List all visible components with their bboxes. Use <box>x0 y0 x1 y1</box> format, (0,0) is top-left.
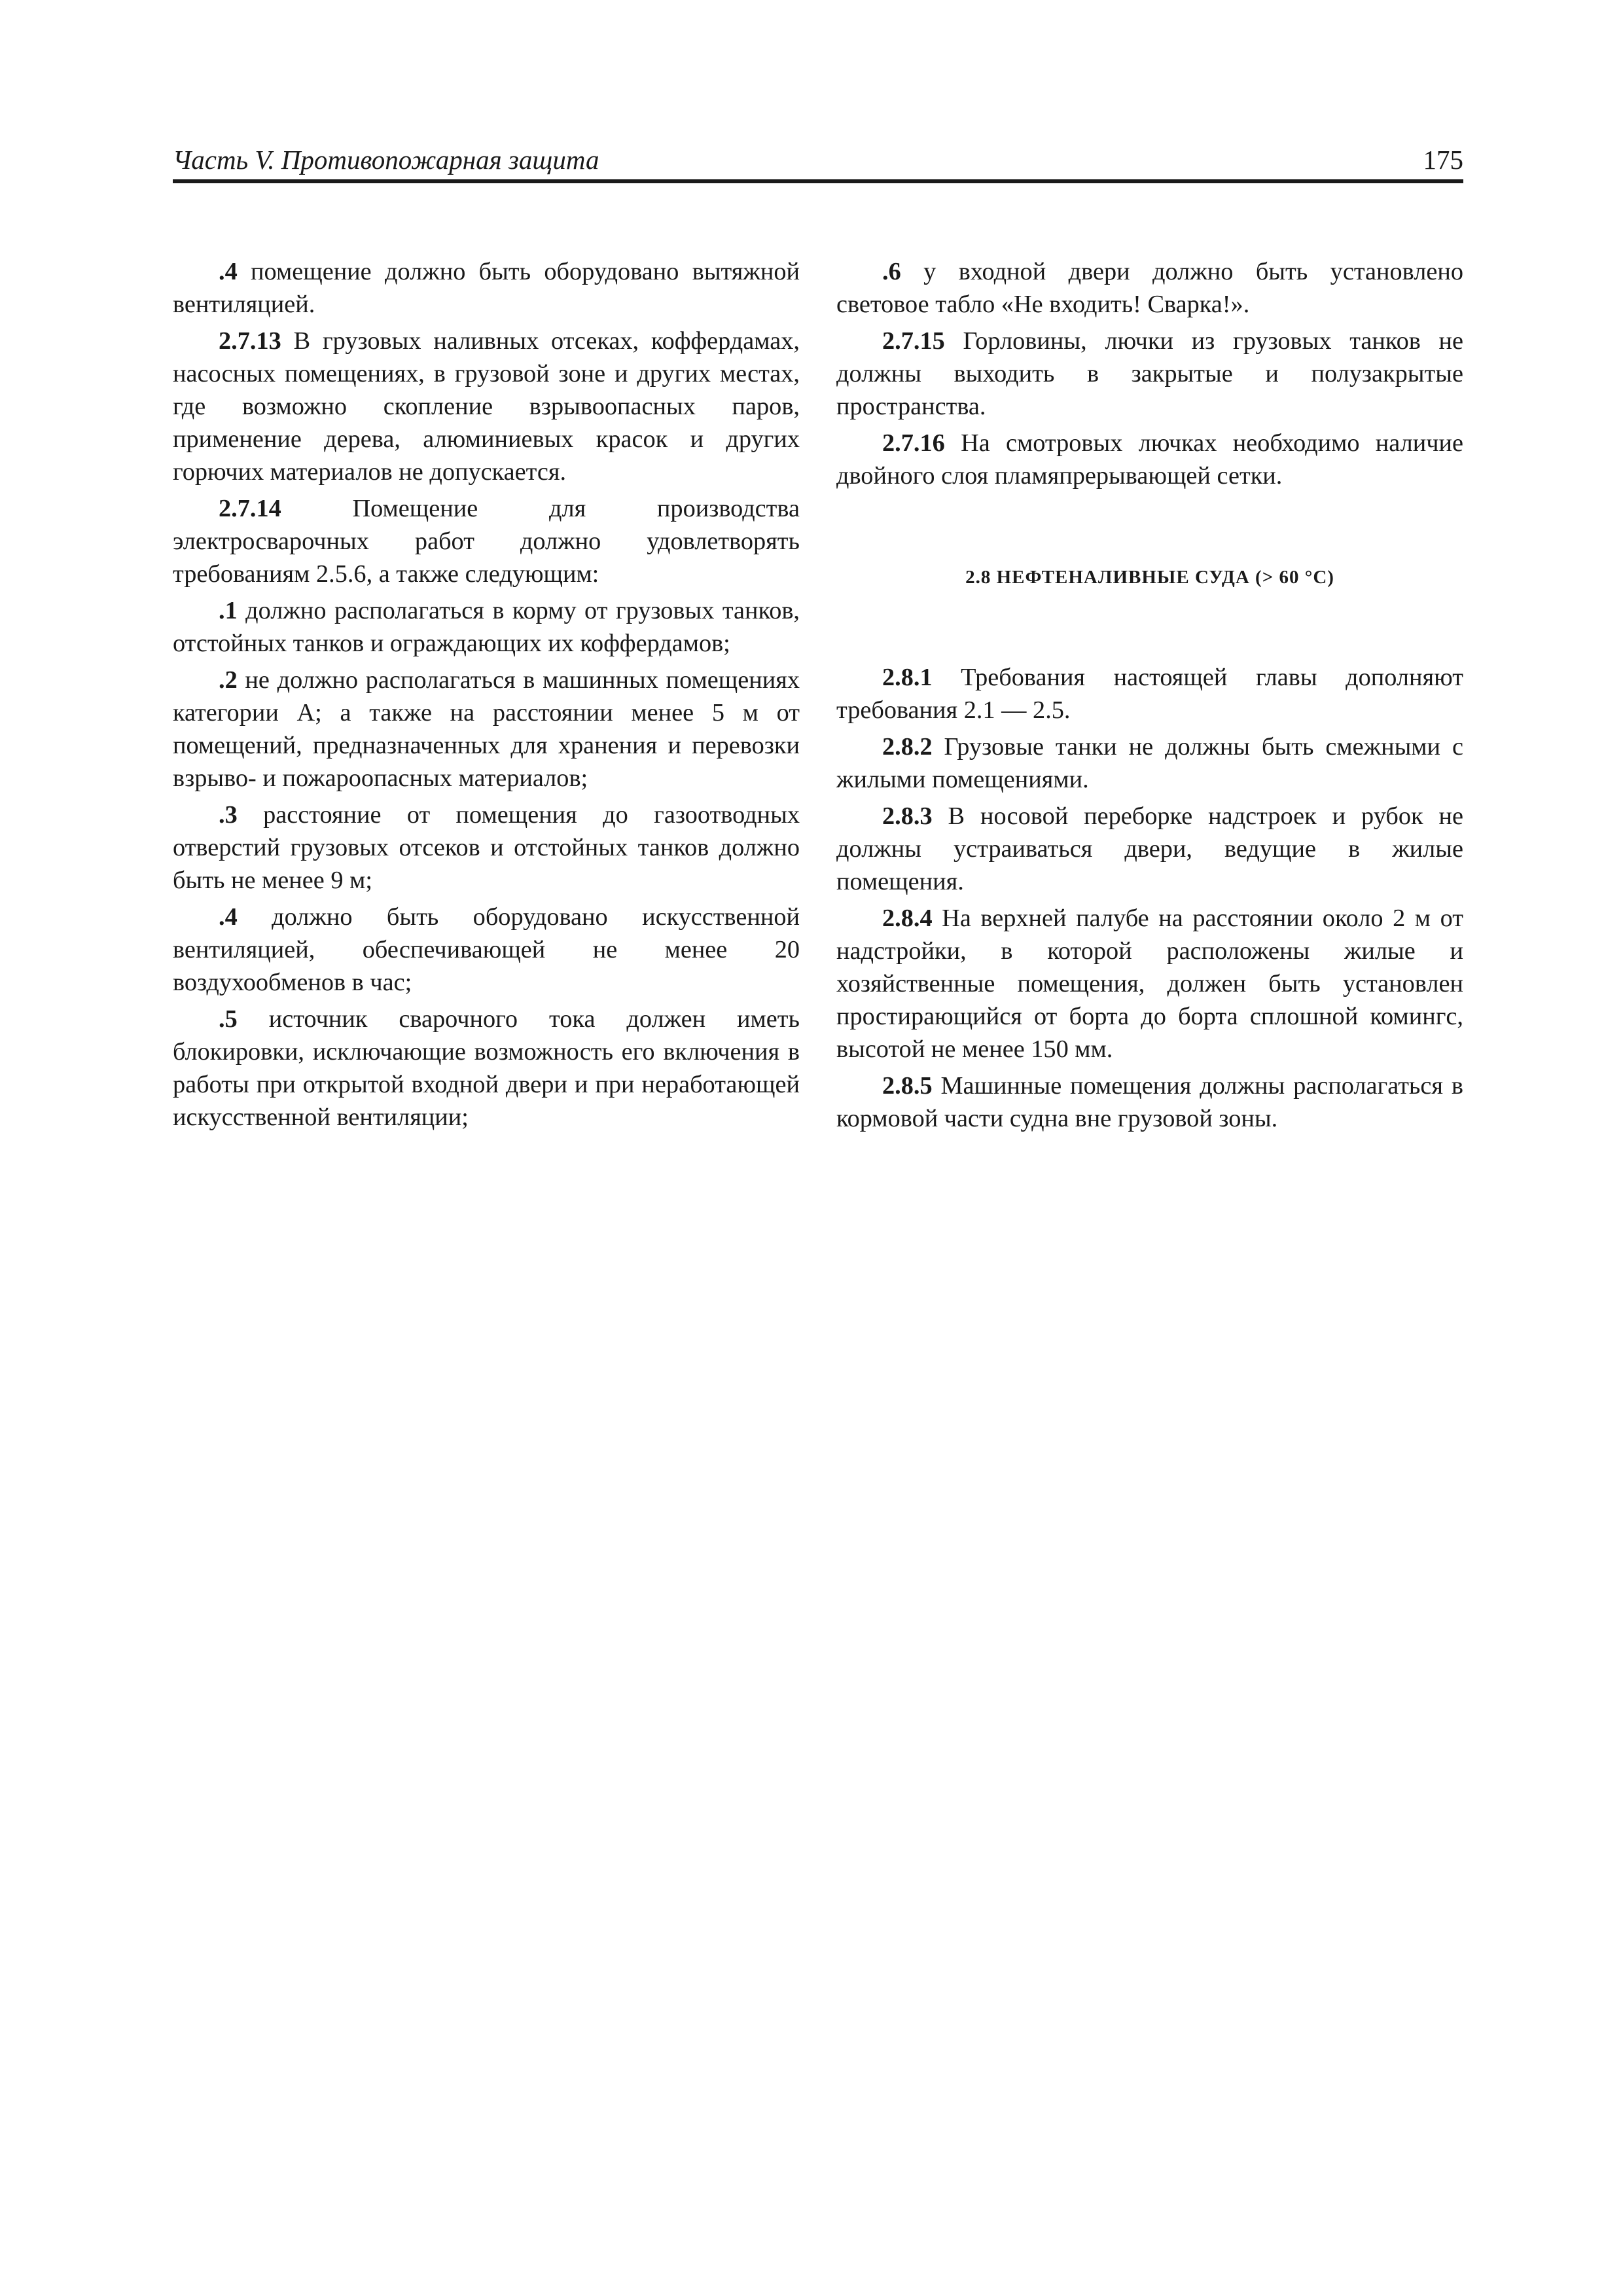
paragraph-number: .6 <box>882 258 901 285</box>
paragraph-number: 2.7.14 <box>219 495 281 522</box>
paragraph-text: В носовой переборке надстроек и рубок не должны устраиваться двери, ведущие в жилые помещения. <box>836 802 1463 895</box>
paragraph-number: .2 <box>219 666 238 694</box>
paragraph <box>173 664 800 795</box>
paragraph <box>173 255 800 321</box>
paragraph-text: должно быть оборудовано искусственной вентиляцией, обеспечивающей не менее 20 воздухообменов в час; <box>173 903 800 996</box>
paragraph-text: не должно располагаться в машинных помещениях категории А; а также на расстоянии менее 5 м от помещений, предназначенных для хранения и перевозки взрыво- и пожароопасных материалов; <box>173 666 800 792</box>
paragraph-text: Грузовые танки не должны быть смежными с жилыми помещениями. <box>836 733 1463 793</box>
paragraph-number: 2.7.15 <box>882 327 945 355</box>
page-header <box>173 140 1463 183</box>
paragraph-number: .4 <box>219 258 238 285</box>
paragraph-number: .1 <box>219 597 238 624</box>
paragraph <box>836 800 1463 898</box>
paragraph-number: 2.8.4 <box>882 905 933 932</box>
right-column <box>836 255 1463 1139</box>
paragraph-text: Машинные помещения должны располагаться в кормовой части судна вне грузовой зоны. <box>836 1072 1463 1132</box>
paragraph-text: источник сварочного тока должен иметь блокировки, исключающие возможность его включения в работы при открытой входной двери и при неработающей искусственной вентиляции; <box>173 1005 800 1131</box>
paragraph-number: .3 <box>219 801 238 829</box>
paragraph <box>836 427 1463 492</box>
paragraph-number: 2.8.3 <box>882 802 933 830</box>
paragraph-number: .4 <box>219 903 238 931</box>
running-title: Часть V. Противопожарная защита <box>173 145 599 175</box>
paragraph-text: должно располагаться в корму от грузовых танков, отстойных танков и ограждающих их коффердамов; <box>173 597 800 657</box>
paragraph-text: у входной двери должно быть установлено световое табло «Не входить! Сварка!». <box>836 258 1463 318</box>
paragraph-number: 2.7.13 <box>219 327 281 355</box>
paragraph <box>173 594 800 660</box>
paragraph-text: Горловины, лючки из грузовых танков не должны выходить в закрытые и полузакрытые пространства. <box>836 327 1463 420</box>
paragraph <box>836 1069 1463 1135</box>
paragraph <box>173 1003 800 1134</box>
paragraph-number: 2.8.5 <box>882 1072 933 1100</box>
page-number: 175 <box>1423 145 1463 175</box>
paragraph <box>173 798 800 897</box>
paragraph-text: В грузовых наливных отсеках, коффердамах, насосных помещениях, в грузовой зоне и других местах, где возможно скопление взрывоопасных паров, применение дерева, алюминиевых красок и других горючих материалов не допускается. <box>173 327 800 486</box>
paragraph-text: На смотровых лючках необходимо наличие двойного слоя пламяпрерывающей сетки. <box>836 429 1463 490</box>
section-heading: 2.8 НЕФТЕНАЛИВНЫЕ СУДА (> 60 °С) <box>965 567 1334 588</box>
paragraph-number: 2.7.16 <box>882 429 945 457</box>
paragraph-text: помещение должно быть оборудовано вытяжной вентиляцией. <box>173 258 800 318</box>
paragraph-number: .5 <box>219 1005 238 1033</box>
paragraph <box>173 901 800 999</box>
paragraph <box>836 730 1463 796</box>
paragraph <box>836 255 1463 321</box>
paragraph <box>173 492 800 590</box>
paragraph <box>836 902 1463 1066</box>
paragraph <box>173 325 800 488</box>
paragraph-text: Требования настоящей главы дополняют требования 2.1 — 2.5. <box>836 664 1463 724</box>
paragraph <box>836 661 1463 726</box>
paragraph-number: 2.8.1 <box>882 664 933 691</box>
left-column <box>173 255 800 1138</box>
paragraph-number: 2.8.2 <box>882 733 933 761</box>
paragraph <box>836 325 1463 423</box>
paragraph-text: На верхней палубе на расстоянии около 2 м от надстройки, в которой расположены жилые и хозяйственные помещения, должен быть установлен простирающийся от борта до борта сплошной комингс, высотой не менее 150 мм. <box>836 905 1463 1063</box>
paragraph-text: Помещение для производства электросварочных работ должно удовлетворять требованиям 2.5.6, а также следующим: <box>173 495 800 588</box>
paragraph-text: расстояние от помещения до газоотводных отверстий грузовых отсеков и отстойных танков должно быть не менее 9 м; <box>173 801 800 894</box>
